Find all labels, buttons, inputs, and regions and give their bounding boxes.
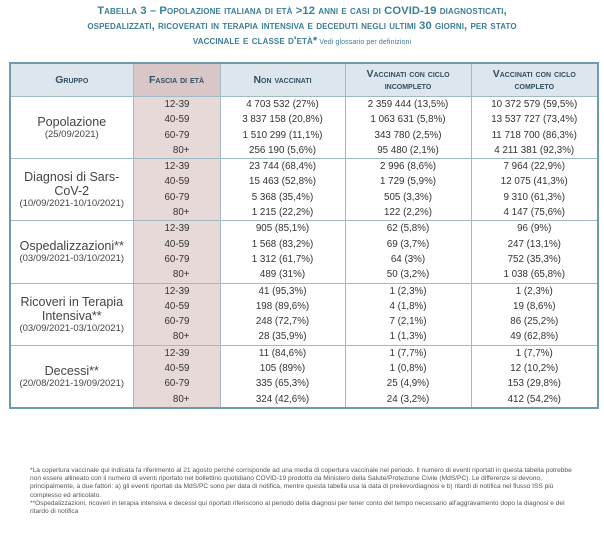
full-cell: 1 038 (65,8%) <box>471 267 598 283</box>
full-cell: 86 (25,2%) <box>471 314 598 329</box>
partial-cell: 122 (2,2%) <box>345 205 471 221</box>
footnote-1: *La copertura vaccinale qui indicata fa riferimento al 21 agosto perché corrisponde ad una media di copertura vaccinale nel periodo. Il numero di eventi riportati in questa tabella potrebbe non essere allineato con il numero di eventi riportato nel bollettino quotidiano COVID-19 prodotto da Ministero della Salute/Protezione Civile (MdS/PC). Le differenze si devono, principalmente, a due fattori: a) gli eventi riportati da MdS/PC sono per data di notifica, mentre questa tabella usa la data di prelievo/diagnosi e b) ritardi di notifica nel flusso ISS più complesso ed articolato. <box>30 467 572 499</box>
full-cell: 96 (9%) <box>471 221 598 237</box>
full-cell: 12 075 (41,3%) <box>471 174 598 189</box>
group-label <box>10 345 133 408</box>
age-cell: 12-39 <box>133 221 220 237</box>
group-label <box>10 283 133 345</box>
table-body <box>10 97 598 408</box>
group-name: Ospedalizzazioni** <box>19 239 124 254</box>
unvaccinated-cell: 324 (42,6%) <box>220 392 345 408</box>
group-date: (20/08/2021-19/09/2021) <box>19 377 125 389</box>
unvaccinated-cell: 198 (89,6%) <box>220 299 345 314</box>
unvaccinated-cell: 256 190 (5,6%) <box>220 143 345 159</box>
full-cell: 752 (35,3%) <box>471 252 598 267</box>
group-label <box>10 221 133 283</box>
vaccination-status-table <box>9 62 599 409</box>
unvaccinated-cell: 41 (95,3%) <box>220 283 345 299</box>
footnotes <box>30 467 575 516</box>
partial-cell: 505 (3,3%) <box>345 190 471 205</box>
age-cell: 60-79 <box>133 190 220 205</box>
full-cell: 12 (10,2%) <box>471 361 598 376</box>
group-name: Diagnosi di Sars-CoV-2 <box>24 170 120 199</box>
unvaccinated-cell: 4 703 532 (27%) <box>220 97 345 113</box>
full-cell: 1 (2,3%) <box>471 283 598 299</box>
age-cell: 40-59 <box>133 174 220 189</box>
header-group: Gruppo <box>10 63 133 97</box>
partial-cell: 1 (7,7%) <box>345 345 471 361</box>
full-cell: 412 (54,2%) <box>471 392 598 408</box>
unvaccinated-cell: 11 (84,6%) <box>220 345 345 361</box>
age-cell: 12-39 <box>133 97 220 113</box>
age-cell: 40-59 <box>133 361 220 376</box>
unvaccinated-cell: 335 (65,3%) <box>220 376 345 391</box>
group-label <box>10 159 133 221</box>
age-cell: 12-39 <box>133 159 220 175</box>
title-line-1: Tabella 3 – Popolazione italiana di età >12 anni e casi di COVID-19 diagnosticati, <box>97 5 507 17</box>
table-row <box>10 159 598 175</box>
full-cell: 9 310 (61,3%) <box>471 190 598 205</box>
group-date: (25/09/2021) <box>44 129 99 141</box>
group-name: Popolazione <box>37 115 107 130</box>
full-cell: 4 211 381 (92,3%) <box>471 143 598 159</box>
age-cell: 60-79 <box>133 376 220 391</box>
partial-cell: 64 (3%) <box>345 252 471 267</box>
partial-cell: 1 729 (5,9%) <box>345 174 471 189</box>
age-cell: 60-79 <box>133 252 220 267</box>
partial-cell: 343 780 (2,5%) <box>345 128 471 143</box>
age-cell: 80+ <box>133 392 220 408</box>
full-cell: 1 (7,7%) <box>471 345 598 361</box>
partial-cell: 7 (2,1%) <box>345 314 471 329</box>
header-partial: Vaccinati con ciclo incompleto <box>345 63 471 97</box>
full-cell: 247 (13,1%) <box>471 237 598 252</box>
full-cell: 4 147 (75,6%) <box>471 205 598 221</box>
partial-cell: 25 (4,9%) <box>345 376 471 391</box>
age-cell: 80+ <box>133 143 220 159</box>
age-cell: 60-79 <box>133 128 220 143</box>
header-age: Fascia di età <box>133 63 220 97</box>
full-cell: 19 (8,6%) <box>471 299 598 314</box>
unvaccinated-cell: 3 837 158 (20,8%) <box>220 112 345 127</box>
age-cell: 80+ <box>133 205 220 221</box>
header-unvaccinated: Non vaccinati <box>220 63 345 97</box>
age-cell: 40-59 <box>133 237 220 252</box>
group-name: Decessi** <box>44 363 99 378</box>
partial-cell: 50 (3,2%) <box>345 267 471 283</box>
header-full: Vaccinati con ciclo completo <box>471 63 598 97</box>
glossary-note: Vedi glossario per definizioni <box>317 39 412 46</box>
unvaccinated-cell: 1 215 (22,2%) <box>220 205 345 221</box>
partial-cell: 24 (3,2%) <box>345 392 471 408</box>
partial-cell: 95 480 (2,1%) <box>345 143 471 159</box>
title-line-3: vaccinale e classe d'età* Vedi glossario per definizioni <box>192 35 412 47</box>
age-cell: 12-39 <box>133 283 220 299</box>
title-line-2: ospedalizzati, ricoverati in terapia intensiva e deceduti negli ultimi 30 giorni, per stato <box>87 20 517 32</box>
unvaccinated-cell: 1 568 (83,2%) <box>220 237 345 252</box>
unvaccinated-cell: 905 (85,1%) <box>220 221 345 237</box>
group-date: (03/09/2021-03/10/2021) <box>19 253 125 265</box>
unvaccinated-cell: 28 (35,9%) <box>220 329 345 345</box>
partial-cell: 4 (1,8%) <box>345 299 471 314</box>
group-name: Ricoveri in Terapia Intensiva** <box>20 294 124 323</box>
full-cell: 10 372 579 (59,5%) <box>471 97 598 113</box>
partial-cell: 69 (3,7%) <box>345 237 471 252</box>
full-cell: 11 718 700 (86,3%) <box>471 128 598 143</box>
partial-cell: 1 (0,8%) <box>345 361 471 376</box>
unvaccinated-cell: 489 (31%) <box>220 267 345 283</box>
unvaccinated-cell: 1 510 299 (11,1%) <box>220 128 345 143</box>
partial-cell: 1 (2,3%) <box>345 283 471 299</box>
full-cell: 153 (29,8%) <box>471 376 598 391</box>
group-label <box>10 97 133 159</box>
table-row <box>10 221 598 237</box>
age-cell: 40-59 <box>133 112 220 127</box>
table-row <box>10 283 598 299</box>
unvaccinated-cell: 15 463 (52,8%) <box>220 174 345 189</box>
unvaccinated-cell: 5 368 (35,4%) <box>220 190 345 205</box>
group-date: (03/09/2021-03/10/2021) <box>19 322 125 334</box>
unvaccinated-cell: 105 (89%) <box>220 361 345 376</box>
footnote-2: **Ospedalizzazioni, ricoveri in terapia intensiva e decessi qui riportati riferiscono al periodo della diagnosi per tener conto del tempo necessario all'aggravamento dopo la diagnosi e del ritardo di notifica <box>30 499 565 516</box>
unvaccinated-cell: 248 (72,7%) <box>220 314 345 329</box>
age-cell: 80+ <box>133 267 220 283</box>
partial-cell: 62 (5,8%) <box>345 221 471 237</box>
full-cell: 7 964 (22,9%) <box>471 159 598 175</box>
group-date: (10/09/2021-10/10/2021) <box>19 198 125 210</box>
unvaccinated-cell: 1 312 (61,7%) <box>220 252 345 267</box>
full-cell: 49 (62,8%) <box>471 329 598 345</box>
partial-cell: 1 (1,3%) <box>345 329 471 345</box>
partial-cell: 2 359 444 (13,5%) <box>345 97 471 113</box>
full-cell: 13 537 727 (73,4%) <box>471 112 598 127</box>
partial-cell: 1 063 631 (5,8%) <box>345 112 471 127</box>
age-cell: 60-79 <box>133 314 220 329</box>
partial-cell: 2 996 (8,6%) <box>345 159 471 175</box>
header-row <box>10 63 598 97</box>
table-row <box>10 345 598 361</box>
age-cell: 80+ <box>133 329 220 345</box>
age-cell: 40-59 <box>133 299 220 314</box>
age-cell: 12-39 <box>133 345 220 361</box>
table-title <box>6 4 598 50</box>
table-row <box>10 97 598 113</box>
unvaccinated-cell: 23 744 (68,4%) <box>220 159 345 175</box>
